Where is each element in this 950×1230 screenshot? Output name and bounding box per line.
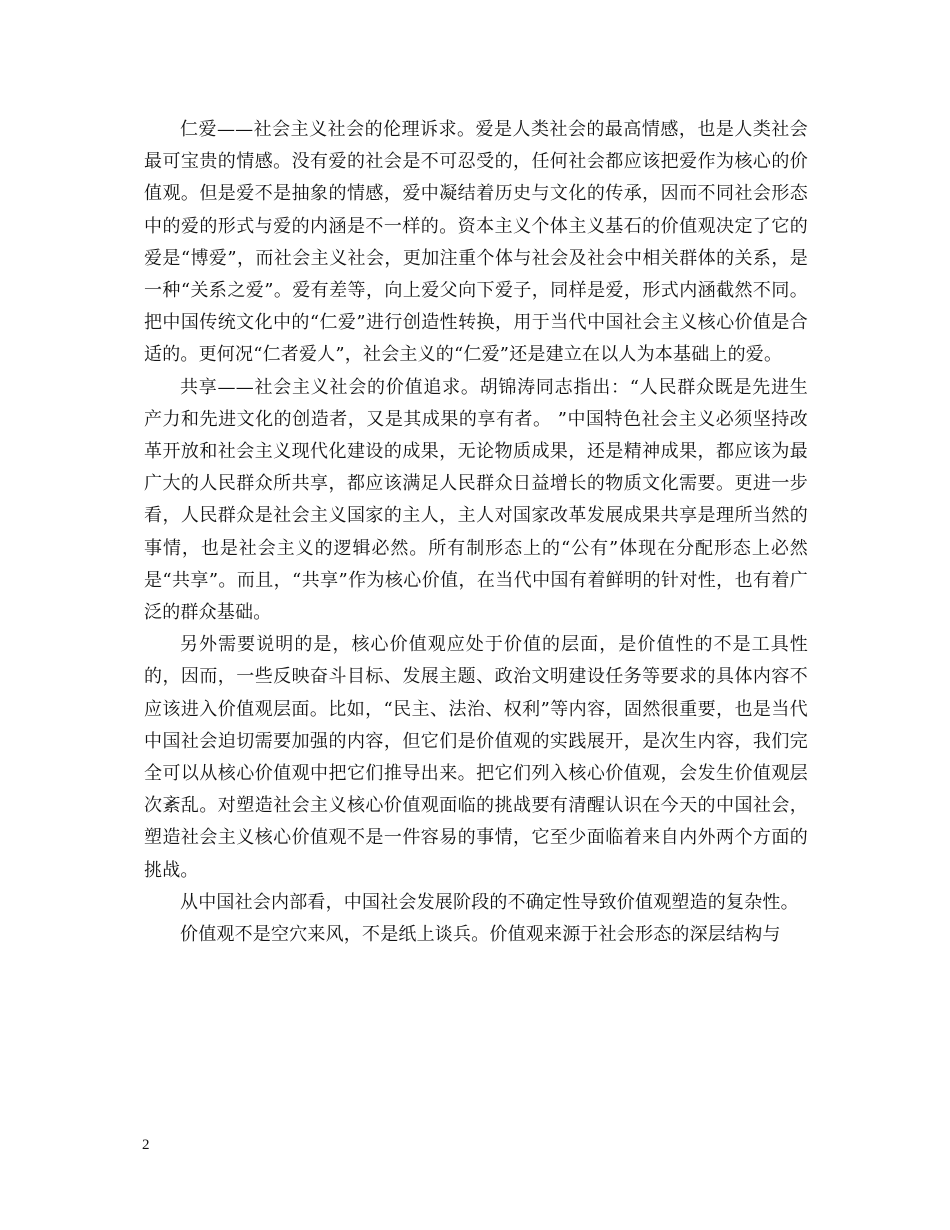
page-number: 2: [142, 1137, 150, 1153]
paragraph-internal-challenge: 从中国社会内部看，中国社会发展阶段的不确定性导致价值观塑造的复杂性。: [180, 891, 799, 913]
paragraph-benevolence: 仁爱——社会主义社会的伦理诉求。爱是人类社会的最高情感，也是人类社会最可宝贵的情感。没有爱的社会是不可忍受的，任何社会都应该把爱作为核心的价值观。但是爱不是抽象的情感，爱中凝结着历史与文化的传承，因而不同社会形态中的爱的形式与爱的内涵是不一样的。资本主义个体主义基石的价值观决定了它的爱是“博爱”，而社会主义社会，更加注重个体与社会及社会中相关群体的关系，是一种“关系之爱”。爱有差等，向上爱父向下爱子，同样是爱，形式内涵截然不同。把中国传统文化中的“仁爱”进行创造性转换，用于当代中国社会主义核心价值是合适的。更何况“仁者爱人”，社会主义的“仁爱”还是建立在以人为本基础上的爱。: [144, 119, 808, 366]
paragraph-core-values-note: 另外需要说明的是，核心价值观应处于价值的层面，是价值性的不是工具性的，因而，一些反映奋斗目标、发展主题、政治文明建设任务等要求的具体内容不应该进入价值观层面。比如，“民主、法治、权利”等内容，固然很重要，也是当代中国社会迫切需要加强的内容，但它们是价值观的实践展开，是次生内容，我们完全可以从核心价值观中把它们推导出来。把它们列入核心价值观，会发生价值观层次紊乱。对塑造社会主义核心价值观面临的挑战要有清醒认识在今天的中国社会，塑造社会主义核心价值观不是一件容易的事情，它至少面临着来自内外两个方面的挑战。: [144, 634, 808, 881]
body-text: [144, 114, 808, 951]
paragraph-sharing: 共享——社会主义社会的价值追求。胡锦涛同志指出：“人民群众既是先进生产力和先进文化的创造者，又是其成果的享有者。 ”中国特色社会主义必须坚持改革开放和社会主义现代化建设的成果，无论物质成果，还是精神成果，都应该为最广大的人民群众所共享，都应该满足人民群众日益增长的物质文化需要。更进一步看，人民群众是社会主义国家的主人，主人对国家改革发展成果共享是理所当然的事情，也是社会主义的逻辑必然。所有制形态上的“公有”体现在分配形态上必然是“共享”。而且，“共享”作为核心价值，在当代中国有着鲜明的针对性，也有着广泛的群众基础。: [144, 376, 808, 624]
paragraph-values-origin: 价值观不是空穴来风，不是纸上谈兵。价值观来源于社会形态的深层结构与: [180, 924, 781, 946]
